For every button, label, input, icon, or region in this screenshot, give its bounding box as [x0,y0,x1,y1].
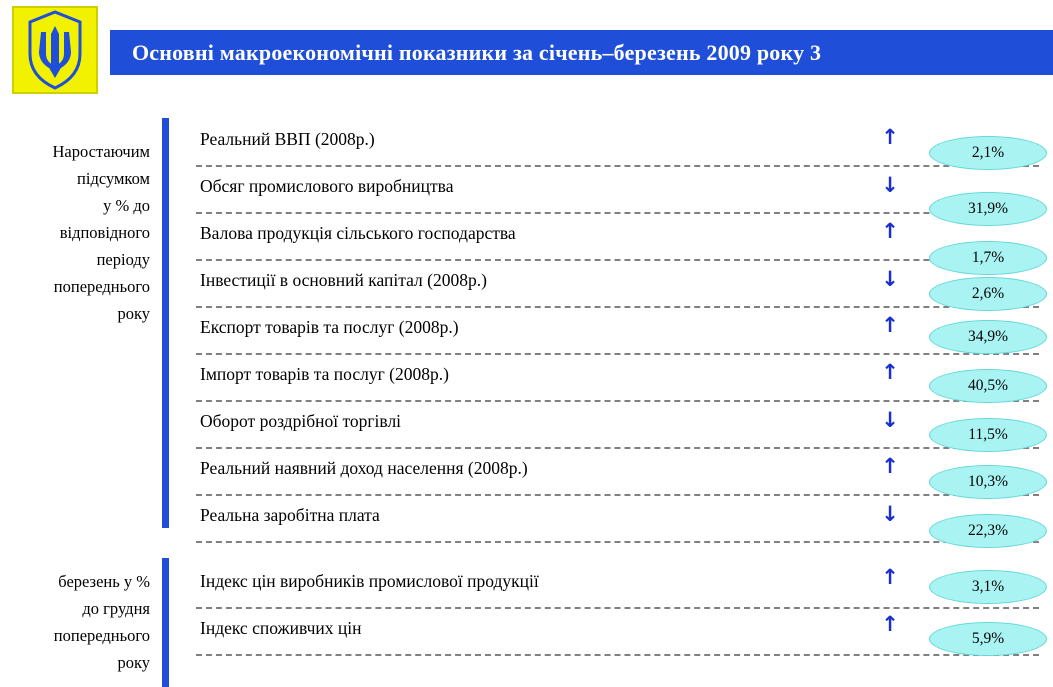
arrow-up-icon: ↑ [881,360,899,384]
indicator-label: Експорт товарів та послуг (2008р.) [200,317,459,337]
arrow-up-icon: ↑ [881,313,899,337]
indicator-row [196,609,1039,656]
indicator-label: Оборот роздрібної торгівлі [200,411,402,431]
slide-title-bar [110,30,1053,75]
indicator-value-badge: 3,1% [929,570,1047,604]
indicator-value-badge: 10,3% [929,465,1047,499]
block-label-line: попереднього [53,626,150,645]
arrow-up-icon: ↑ [881,565,899,589]
indicator-label: Реальна заробітна плата [200,505,380,525]
indicator-row [196,167,1039,217]
arrow-down-icon: ↓ [881,173,899,197]
indicator-row [196,496,1039,543]
indicator-label: Реальний ВВП (2008р.) [200,129,375,149]
indicator-label: Реальний наявний доход населення (2008р.) [200,458,528,478]
ukraine-coat-of-arms-icon [12,6,98,94]
indicator-value-badge: 11,5% [929,418,1047,452]
indicator-value-badge: 31,9% [929,192,1047,226]
block-label-march [0,568,150,676]
indicator-label: Обсяг промислового виробництва [200,176,454,196]
indicator-row [196,449,1039,496]
block-label-line: у % до [103,196,150,215]
indicator-value-badge: 22,3% [929,514,1047,548]
block-label-line: відповідного [59,223,150,242]
indicator-row [196,120,1039,167]
block-label-line: березень у % [58,572,150,591]
indicator-label: Індекс споживчих цін [200,618,362,638]
arrow-up-icon: ↑ [881,219,899,243]
block-label-line: року [117,304,150,323]
block-label-line: періоду [96,250,150,269]
indicator-value-badge: 5,9% [929,622,1047,656]
arrow-up-icon: ↑ [881,125,899,149]
arrow-up-icon: ↑ [881,612,899,636]
arrow-up-icon: ↑ [881,454,899,478]
indicator-rows [196,562,1039,656]
indicator-value-badge: 1,7% [929,241,1047,275]
block-label-line: підсумком [77,169,150,188]
accent-bar [162,558,169,687]
indicator-row [196,308,1039,355]
page-title: Основні макроекономічні показники за січень–березень 2009 року 3 [132,39,822,65]
indicator-value-badge: 34,9% [929,320,1047,354]
arrow-down-icon: ↓ [881,502,899,526]
arrow-down-icon: ↓ [881,267,899,291]
indicator-row [196,402,1039,449]
indicator-label: Валова продукція сільського господарства [200,223,516,243]
indicator-value-badge: 40,5% [929,369,1047,403]
indicator-value-badge: 2,6% [929,277,1047,311]
slide-header [0,0,1053,95]
block-label-line: до грудня [82,599,150,618]
indicator-value-badge: 2,1% [929,136,1047,170]
indicator-row [196,214,1039,266]
block-label-line: року [117,653,150,672]
indicator-label: Індекс цін виробників промислової продукції [200,571,539,591]
indicator-row [196,562,1039,609]
block-label-line: Наростаючим [52,142,150,161]
accent-bar [162,118,169,528]
indicator-rows [196,120,1039,543]
arrow-down-icon: ↓ [881,408,899,432]
indicator-row [196,355,1039,402]
indicator-label: Імпорт товарів та послуг (2008р.) [200,364,449,384]
block-label-line: попереднього [53,277,150,296]
indicator-row [196,261,1039,308]
indicator-label: Інвестиції в основний капітал (2008р.) [200,270,487,290]
block-label-cumulative [0,138,150,327]
